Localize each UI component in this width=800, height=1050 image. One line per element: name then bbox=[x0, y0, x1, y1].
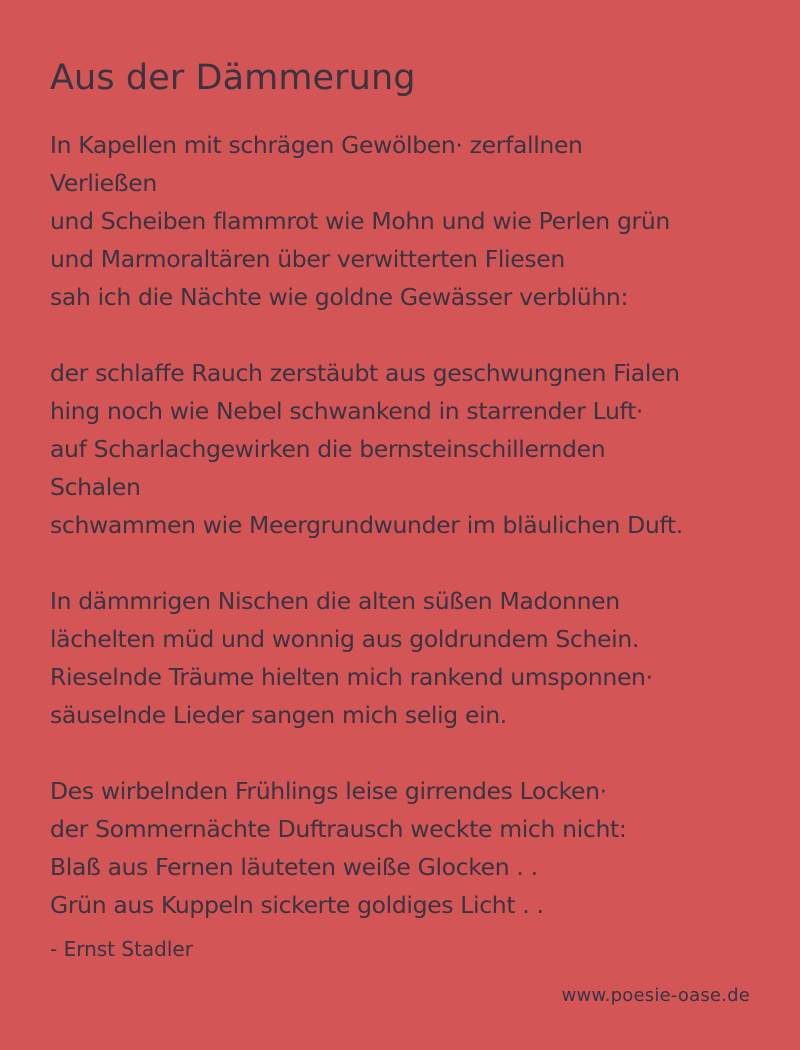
poem-title: Aus der Dämmerung bbox=[50, 58, 416, 98]
poem-line: der schlaffe Rauch zerstäubt aus geschwungnen Fialen bbox=[50, 359, 680, 387]
poem-line: In Kapellen mit schrägen Gewölben· zerfallnen bbox=[50, 131, 583, 159]
poem-line: hing noch wie Nebel schwankend in starrender Luft· bbox=[50, 397, 644, 425]
poem-line: Des wirbelnden Frühlings leise girrendes Locken· bbox=[50, 777, 607, 805]
poem-line: sah ich die Nächte wie goldne Gewässer verblühn: bbox=[50, 283, 629, 311]
poem-line: und Scheiben flammrot wie Mohn und wie Perlen grün bbox=[50, 207, 670, 235]
poem-body bbox=[50, 126, 770, 962]
poem-line: der Sommernächte Duftrausch weckte mich nicht: bbox=[50, 815, 627, 843]
stanza-1 bbox=[50, 126, 770, 316]
poem-line: Blaß aus Fernen läuteten weiße Glocken . . bbox=[50, 853, 538, 881]
poem-line: und Marmoraltären über verwitterten Fliesen bbox=[50, 245, 565, 273]
poem-line: auf Scharlachgewirken die bernsteinschillernden bbox=[50, 435, 606, 463]
website-link[interactable]: www.poesie-oase.de bbox=[561, 985, 750, 1006]
poem-author: - Ernst Stadler bbox=[50, 937, 193, 961]
poem-line: Rieselnde Träume hielten mich rankend umsponnen· bbox=[50, 663, 653, 691]
stanza-2 bbox=[50, 354, 770, 544]
poem-line: Schalen bbox=[50, 473, 141, 501]
stanza-4 bbox=[50, 772, 770, 924]
poem-line: Verließen bbox=[50, 169, 157, 197]
stanza-3 bbox=[50, 582, 770, 734]
poem-line: Grün aus Kuppeln sickerte goldiges Licht . . bbox=[50, 891, 544, 919]
poem-line: In dämmrigen Nischen die alten süßen Madonnen bbox=[50, 587, 620, 615]
poem-line: schwammen wie Meergrundwunder im bläulichen Duft. bbox=[50, 511, 683, 539]
poem-line: lächelten müd und wonnig aus goldrundem Schein. bbox=[50, 625, 639, 653]
poem-line: säuselnde Lieder sangen mich selig ein. bbox=[50, 701, 507, 729]
